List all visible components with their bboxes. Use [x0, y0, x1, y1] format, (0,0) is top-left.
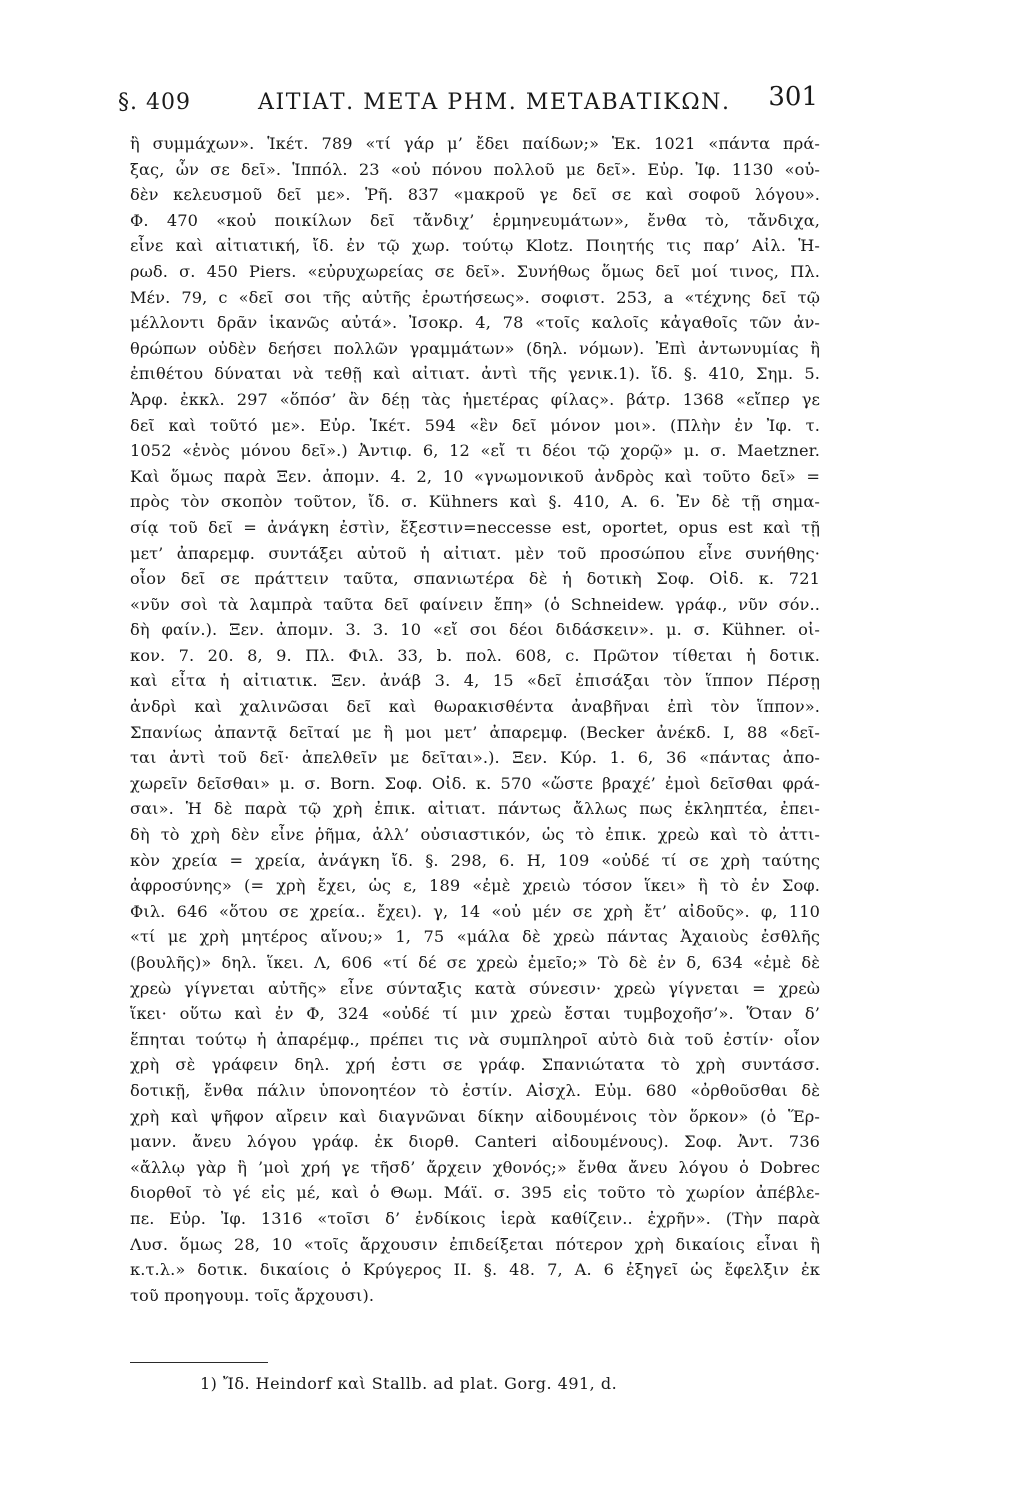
body-line: ἀνδρὶ καὶ χαλινῶσαι δεῖ καὶ θωρακισθέντα ἀναβῆναι ἐπὶ τὸν ἵππον».: [130, 697, 820, 717]
body-line: 1052 «ἑνὸς μόνου δεῖ».) Ἀντιφ. 6, 12 «εἴ τι δέοι τῷ χορῷ» μ. σ. Maetzner.: [130, 441, 820, 461]
footnote: 1) Ἴδ. Heindorf καὶ Stallb. ad plat. Gorg. 491, d.: [200, 1374, 618, 1393]
body-line: Φιλ. 646 «ὅτου σε χρεία.. ἔχει). γ, 14 «οὐ μέν σε χρὴ ἔτ’ αἰδοῦς». φ, 110: [130, 901, 820, 921]
body-line: Καὶ ὅμως παρὰ Ξεν. ἀπομν. 4. 2, 10 «γνωμονικοῦ ἀνδρὸς καὶ τοῦτο δεῖ» =: [130, 466, 820, 486]
body-line: «τί με χρὴ μητέρος αἴνου;» 1, 75 «μάλα δὲ χρεὼ πάντας Ἀχαιοὺς ἐσθλῆς: [130, 927, 820, 947]
body-line: διορθοῖ τὸ γέ εἰς μέ, καὶ ὁ Θωμ. Μάϊ. σ. 395 εἰς τοῦτο τὸ χωρίον ἀπέβλε-: [130, 1183, 820, 1203]
running-header: [118, 82, 818, 122]
body-line: ἕπηται τούτῳ ἡ ἀπαρέμφ., πρέπει τις νὰ συμπληροῖ αὐτὸ διὰ τοῦ ἐστίν· οἷον: [130, 1029, 820, 1049]
body-line: Σπανίως ἀπαντᾷ δεῖταί με ἢ μοι μετ’ ἀπαρεμφ. (Becker ἀνέκδ. I, 88 «δεῖ-: [130, 722, 820, 742]
body-line: Λυσ. ὅμως 28, 10 «τοῖς ἄρχουσιν ἐπιδείξεται πότερον χρὴ δικαίοις εἶναι ἢ: [130, 1234, 820, 1254]
body-line: ἢ συμμάχων». Ἱκέτ. 789 «τί γάρ μ’ ἔδει παίδων;» Ἑκ. 1021 «πάντα πρά-: [130, 134, 820, 153]
body-line: εἶνε καὶ αἰτιατική, ἴδ. ἐν τῷ χωρ. τούτῳ Klotz. Ποιητής τις παρ’ Αἰλ. Ἡ-: [130, 236, 820, 256]
body-line: ἐπιθέτου δύναται νὰ τεθῇ καὶ αἰτιατ. ἀντὶ τῆς γενικ.1). ἴδ. §. 410, Σημ. 5.: [130, 364, 820, 384]
page-number: 301: [768, 82, 818, 112]
body-line: ἵκει· οὕτω καὶ ἐν Φ, 324 «οὐδέ τί μιν χρεὼ ἔσται τυμβοχοῆσ’». Ὅταν δ’: [130, 1004, 820, 1024]
body-line: μετ’ ἀπαρεμφ. συντάξει αὐτοῦ ἡ αἰτιατ. μὲν τοῦ προσώπου εἶνε συνήθης·: [130, 543, 820, 563]
body-line: σίᾳ τοῦ δεῖ = ἀνάγκη ἐστὶν, ἔξεστιν=neccesse est, oportet, opus est καὶ τῇ: [130, 517, 820, 537]
body-line: Ἀρφ. ἐκκλ. 297 «ὅπόσ’ ἂν δέῃ τὰς ἡμετέρας φίλας». βάτρ. 1368 «εἴπερ γε: [130, 389, 820, 409]
body-text: [130, 131, 820, 1308]
body-line: δὲν κελευσμοῦ δεῖ με». Ῥῆ. 837 «μακροῦ γε δεῖ σε καὶ σοφοῦ λόγου».: [130, 185, 820, 205]
body-line: θρώπων οὐδὲν δεήσει πολλῶν γραμμάτων» (δηλ. νόμων). Ἐπὶ ἀντωνυμίας ἢ: [130, 338, 820, 358]
body-line: κὸν χρεία = χρεία, ἀνάγκη ἴδ. §. 298, 6. Η, 109 «οὐδέ τί σε χρὴ ταύτης: [130, 850, 820, 870]
body-line: χρεὼ γίγνεται αὐτῆς» εἶνε σύνταξις κατὰ σύνεσιν· χρεὼ γίγνεται = χρεὼ: [130, 978, 820, 998]
body-line: ται ἀντὶ τοῦ δεῖ· ἀπελθεῖν με δεῖται».). Ξεν. Κύρ. 1. 6, 36 «πάντας ἀπο-: [130, 748, 820, 768]
body-line: ρωδ. σ. 450 Piers. «εὐρυχωρείας σε δεῖ». Συνήθως ὅμως δεῖ μοί τινος, Πλ.: [130, 261, 820, 281]
body-line: χρὴ καὶ ψῆφον αἴρειν καὶ διαγνῶναι δίκην αἰδουμένοις τὸν ὅρκον» (ὁ Ἕρ-: [130, 1106, 820, 1126]
body-line: δὴ φαίν.). Ξεν. ἀπομν. 3. 3. 10 «εἴ σοι δέοι διδάσκειν». μ. σ. Kühner. οἰ-: [130, 620, 820, 640]
body-line: δεῖ καὶ τοῦτό με». Εὐρ. Ἱκέτ. 594 «ἓν δεῖ μόνον μοι». (Πλὴν ἐν Ἰφ. τ.: [130, 415, 820, 435]
body-line: μέλλοντι δρᾶν ἱκανῶς αὐτά». Ἰσοκρ. 4, 78 «τοῖς καλοῖς κἀγαθοῖς τῶν ἀν-: [130, 313, 820, 333]
footnote-rule: [130, 1362, 268, 1363]
body-line: δοτικῇ, ἔνθα πάλιν ὑπονοητέον τὸ ἐστίν. Αἰσχλ. Εὐμ. 680 «ὀρθοῦσθαι δὲ: [130, 1080, 820, 1100]
section-number: §. 409: [118, 90, 191, 115]
body-line: καὶ εἶτα ἡ αἰτιατικ. Ξεν. ἀνάβ 3. 4, 15 «δεῖ ἐπισάξαι τὸν ἵππον Πέρσῃ: [130, 671, 820, 691]
body-line: οἷον δεῖ σε πράττειν ταῦτα, σπανιωτέρα δὲ ἡ δοτικὴ Σοφ. Οἰδ. κ. 721: [130, 569, 820, 589]
body-line: ἀφροσύνης» (= χρὴ ἔχει, ὡς ε, 189 «ἐμὲ χρειὼ τόσον ἵκει» ἢ τὸ ἐν Σοφ.: [130, 876, 820, 896]
body-line: μανν. ἄνευ λόγου γράφ. ἐκ διορθ. Canteri αἰδουμένους). Σοφ. Ἀντ. 736: [130, 1132, 820, 1152]
body-line: σαι». Ἡ δὲ παρὰ τῷ χρὴ ἐπικ. αἰτιατ. πάντως ἄλλως πως ἐκληπτέα, ἐπει-: [130, 799, 820, 819]
body-line: ξας, ὧν σε δεῖ». Ἱππόλ. 23 «οὐ πόνου πολλοῦ με δεῖ». Εὐρ. Ἰφ. 1130 «οὐ-: [130, 159, 820, 179]
body-line: «ἄλλῳ γὰρ ἢ ’μοὶ χρή γε τῆσδ’ ἄρχειν χθονός;» ἔνθα ἄνευ λόγου ὁ Dobrec: [130, 1157, 820, 1177]
body-line: Φ. 470 «κοὐ ποικίλων δεῖ τἄνδιχ’ ἑρμηνευμάτων», ἔνθα τὸ, τἄνδιχα,: [130, 210, 820, 230]
body-line: πε. Εὐρ. Ἰφ. 1316 «τοῖσι δ’ ἐνδίκοις ἱερὰ καθίζειν.. ἐχρῆν». (Τὴν παρὰ: [130, 1208, 820, 1228]
body-line: πρὸς τὸν σκοπὸν τοῦτον, ἴδ. σ. Kühners καὶ §. 410, Α. 6. Ἐν δὲ τῇ σημα-: [130, 492, 820, 512]
body-line: χωρεῖν δεῖσθαι» μ. σ. Born. Σοφ. Οἰδ. κ. 570 «ὥστε βραχέ’ ἐμοὶ δεῖσθαι φρά-: [130, 773, 820, 793]
body-line: τοῦ προηγουμ. τοῖς ἄρχουσι).: [130, 1285, 375, 1305]
body-line: κ.τ.λ.» δοτικ. δικαίοις ὁ Κρύγερος II. §. 48. 7, Α. 6 ἐξηγεῖ ὡς ἔφελξιν ἐκ: [130, 1260, 820, 1280]
body-line: «νῦν σοὶ τὰ λαμπρὰ ταῦτα δεῖ φαίνειν ἔπη» (ὁ Schneidew. γράφ., νῦν σόν..: [130, 594, 820, 614]
running-title: ΑΙΤΙΑΤ. ΜΕΤΑ ΡΗΜ. ΜΕΤΑΒΑΤΙΚΩΝ.: [258, 90, 731, 115]
body-line: (βουλῆς)» δηλ. ἵκει. Λ, 606 «τί δέ σε χρεὼ ἐμεῖο;» Τὸ δὲ ἐν δ, 634 «ἐμὲ δὲ: [130, 953, 820, 972]
body-line: κον. 7. 20. 8, 9. Πλ. Φιλ. 33, b. πολ. 608, c. Πρῶτον τίθεται ἡ δοτικ.: [130, 645, 820, 665]
body-line: δὴ τὸ χρὴ δὲν εἶνε ῥῆμα, ἀλλ’ οὐσιαστικόν, ὡς τὸ ἐπικ. χρεὼ καὶ τὸ ἀττι-: [130, 825, 820, 845]
body-line: Μέν. 79, c «δεῖ σοι τῆς αὐτῆς ἐρωτήσεως». σοφιστ. 253, a «τέχνης δεῖ τῷ: [130, 287, 820, 307]
body-line: χρὴ σὲ γράφειν δηλ. χρή ἐστι σε γράφ. Σπανιώτατα τὸ χρὴ συντάσσ.: [130, 1055, 820, 1075]
